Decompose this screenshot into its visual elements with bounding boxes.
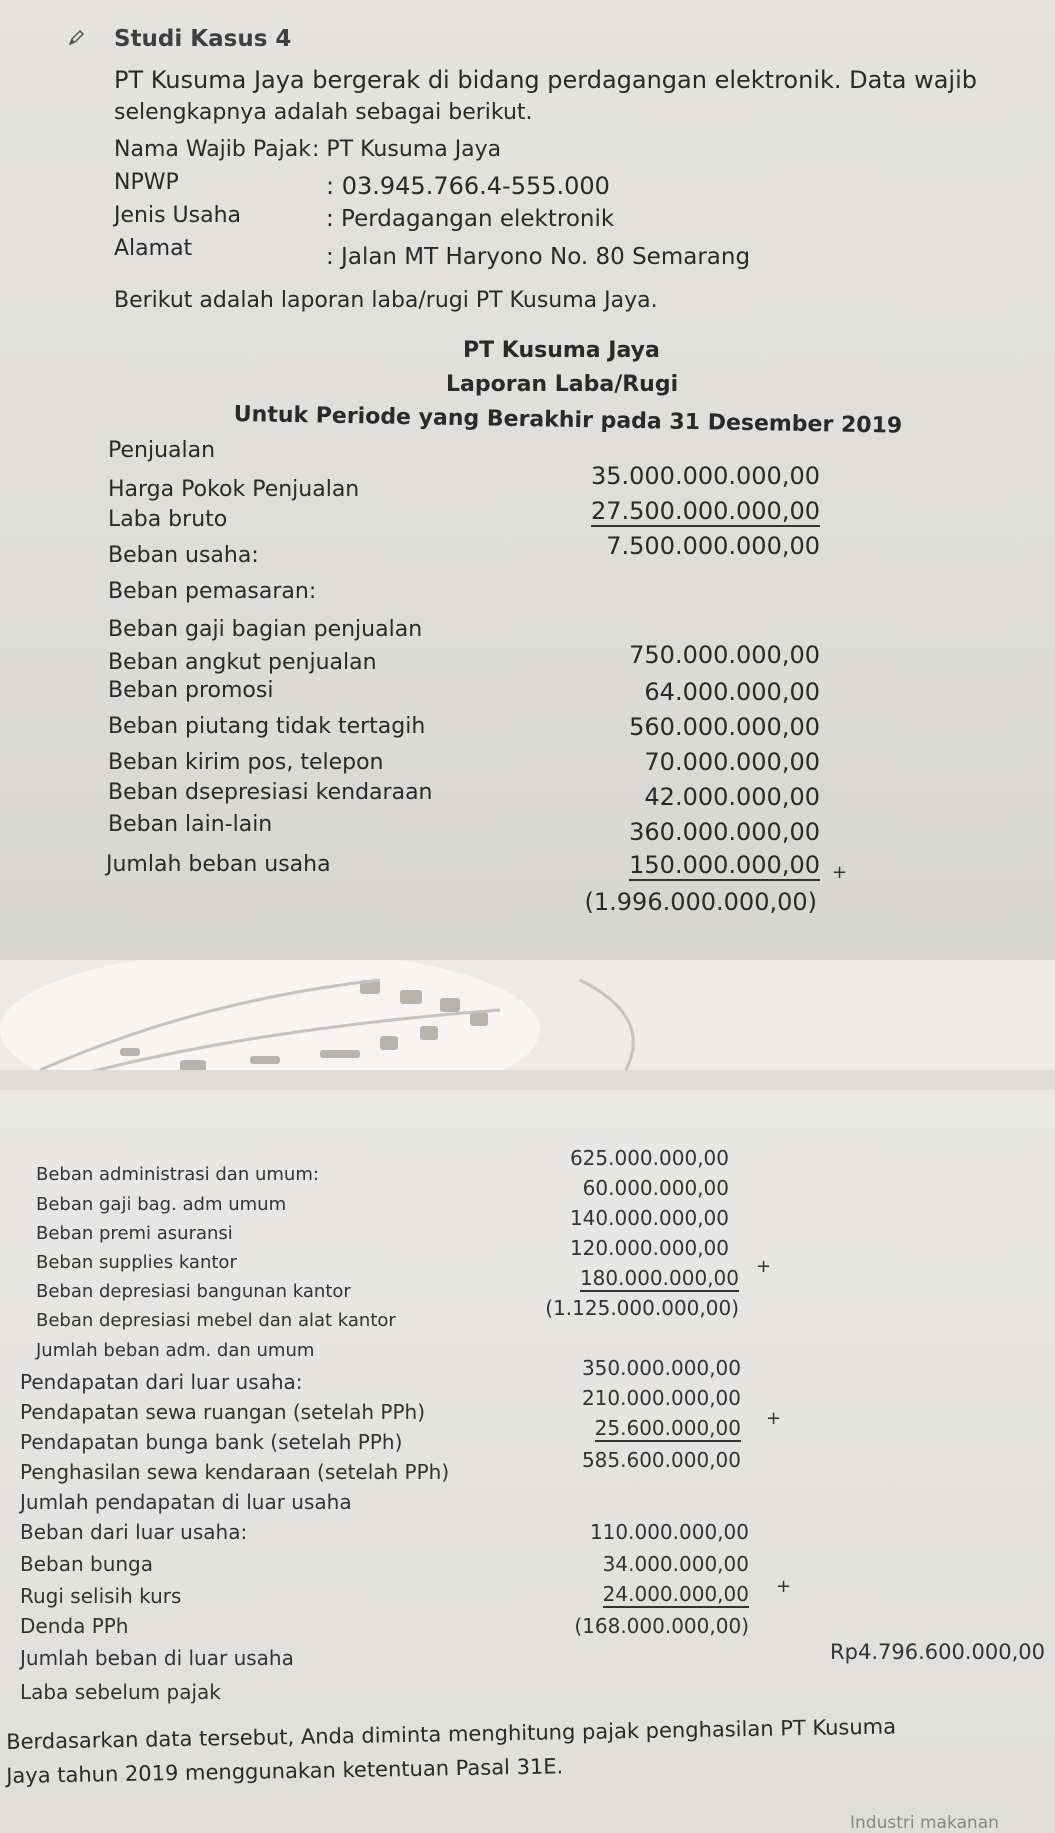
label-laba-sebelum-pajak: Laba sebelum pajak (20, 1680, 221, 1704)
label-pendapatan-luar-usaha: Pendapatan dari luar usaha: (20, 1370, 303, 1394)
photo-background (0, 960, 1055, 1090)
report-title: Laporan Laba/Rugi (446, 372, 679, 397)
value-lain-lain: 150.000.000,00 (629, 851, 820, 879)
value-depresiasi-kendaraan: 360.000.000,00 (629, 818, 820, 846)
label-adm-umum: Beban administrasi dan umum: (36, 1164, 319, 1185)
value-jumlah-adm-umum: (1.125.000.000,00) (545, 1296, 739, 1320)
label-depresiasi-kendaraan: Beban dsepresiasi kendaraan (108, 780, 433, 805)
plus-sign-2: + (756, 1256, 772, 1277)
taxpayer-value-address: : Jalan MT Haryono No. 80 Semarang (326, 244, 751, 270)
label-rugi-kurs: Rugi selisih kurs (20, 1584, 182, 1608)
value-depresiasi-bangunan: 180.000.000,00 (579, 1266, 739, 1290)
taxpayer-value-name: : PT Kusuma Jaya (312, 137, 502, 162)
conclusion-line-1: Berdasarkan data tersebut, Anda diminta menghitung pajak penghasilan PT Kusuma (6, 1714, 897, 1754)
label-hpp: Harga Pokok Penjualan (108, 477, 360, 502)
label-promosi: Beban promosi (108, 678, 274, 703)
footer-fragment: Industri makanan (850, 1813, 999, 1833)
case-title: Studi Kasus 4 (114, 26, 292, 52)
value-beban-bunga: 110.000.000,00 (589, 1520, 749, 1544)
taxpayer-label-name: Nama Wajib Pajak (114, 137, 311, 162)
value-sewa-ruangan: 350.000.000,00 (581, 1356, 741, 1380)
value-laba-bruto: 7.500.000.000,00 (606, 532, 820, 560)
value-promosi: 560.000.000,00 (629, 713, 820, 741)
label-depresiasi-mebel: Beban depresiasi mebel dan alat kantor (36, 1310, 396, 1331)
label-laba-bruto: Laba bruto (108, 507, 228, 532)
label-gaji-adm: Beban gaji bag. adm umum (36, 1194, 287, 1215)
plus-sign-1: + (832, 862, 848, 883)
label-beban-bunga: Beban bunga (20, 1552, 154, 1576)
lace-doily-image (0, 960, 1055, 1090)
value-sewa-kendaraan: 25.600.000,00 (594, 1416, 741, 1440)
taxpayer-label-npwp: NPWP (114, 170, 179, 195)
taxpayer-value-npwp: : 03.945.766.4-555.000 (326, 172, 610, 200)
plus-sign-4: + (776, 1576, 792, 1597)
label-bunga-bank: Pendapatan bunga bank (setelah PPh) (20, 1430, 403, 1454)
report-intro: Berikut adalah laporan laba/rugi PT Kusuma Jaya. (114, 288, 658, 313)
value-piutang: 70.000.000,00 (644, 748, 820, 776)
value-penjualan: 35.000.000.000,00 (590, 462, 820, 490)
report-period: Untuk Periode yang Berakhir pada 31 Desember 2019 (233, 402, 903, 439)
label-beban-usaha: Beban usaha: (108, 543, 259, 568)
label-angkut-penjualan: Beban angkut penjualan (108, 650, 377, 675)
taxpayer-label-business: Jenis Usaha (114, 203, 242, 228)
value-jumlah-beban-luar: (168.000.000,00) (574, 1614, 749, 1638)
label-supplies-kantor: Beban supplies kantor (36, 1252, 237, 1273)
value-supplies-kantor: 120.000.000,00 (569, 1236, 729, 1260)
value-hpp: 27.500.000.000,00 (590, 497, 820, 525)
label-jumlah-pendapatan-luar: Jumlah pendapatan di luar usaha (20, 1490, 352, 1514)
value-rugi-kurs: 34.000.000,00 (602, 1552, 749, 1576)
value-jumlah-pendapatan-luar: 585.600.000,00 (581, 1448, 741, 1472)
value-bunga-bank: 210.000.000,00 (581, 1386, 741, 1410)
value-denda-pph: 24.000.000,00 (602, 1582, 749, 1606)
label-kirim-pos: Beban kirim pos, telepon (108, 750, 384, 775)
value-premi-asuransi: 140.000.000,00 (569, 1206, 729, 1230)
label-depresiasi-bangunan: Beban depresiasi bangunan kantor (36, 1281, 351, 1302)
taxpayer-label-address: Alamat (114, 236, 193, 261)
intro-line-2: selengkapnya adalah sebagai berikut. (114, 100, 533, 125)
report-company: PT Kusuma Jaya (463, 338, 660, 363)
label-denda-pph: Denda PPh (20, 1614, 129, 1638)
intro-line-1: PT Kusuma Jaya bergerak di bidang perdagangan elektronik. Data wajib (114, 66, 977, 94)
plus-sign-3: + (766, 1408, 782, 1429)
label-sewa-kendaraan: Penghasilan sewa kendaraan (setelah PPh) (20, 1460, 450, 1484)
value-gaji-penjualan: 750.000.000,00 (629, 641, 820, 669)
label-gaji-penjualan: Beban gaji bagian penjualan (108, 617, 423, 642)
value-laba-sebelum-pajak: Rp4.796.600.000,00 (830, 1640, 1045, 1664)
label-penjualan: Penjualan (108, 438, 216, 463)
label-jumlah-beban-luar: Jumlah beban di luar usaha (20, 1646, 294, 1670)
conclusion-line-2: Jaya tahun 2019 menggunakan ketentuan Pasal 31E. (6, 1754, 564, 1788)
label-lain-lain: Beban lain-lain (108, 812, 273, 837)
label-sewa-ruangan: Pendapatan sewa ruangan (setelah PPh) (20, 1400, 425, 1424)
pencil-icon (68, 28, 86, 50)
label-jumlah-beban-usaha: Jumlah beban usaha (106, 852, 331, 877)
label-beban-pemasaran: Beban pemasaran: (108, 579, 317, 604)
label-piutang: Beban piutang tidak tertagih (108, 714, 426, 739)
value-jumlah-beban-usaha: (1.996.000.000,00) (584, 888, 817, 916)
page-bottom (0, 1090, 1055, 1833)
value-angkut-penjualan: 64.000.000,00 (644, 678, 820, 706)
label-beban-luar-usaha: Beban dari luar usaha: (20, 1520, 248, 1544)
label-jumlah-adm-umum: Jumlah beban adm. dan umum (36, 1340, 315, 1361)
value-adm-umum: 625.000.000,00 (569, 1146, 729, 1170)
value-kirim-pos: 42.000.000,00 (644, 783, 820, 811)
taxpayer-value-business: : Perdagangan elektronik (326, 206, 615, 232)
label-premi-asuransi: Beban premi asuransi (36, 1223, 233, 1244)
value-gaji-adm: 60.000.000,00 (582, 1176, 729, 1200)
